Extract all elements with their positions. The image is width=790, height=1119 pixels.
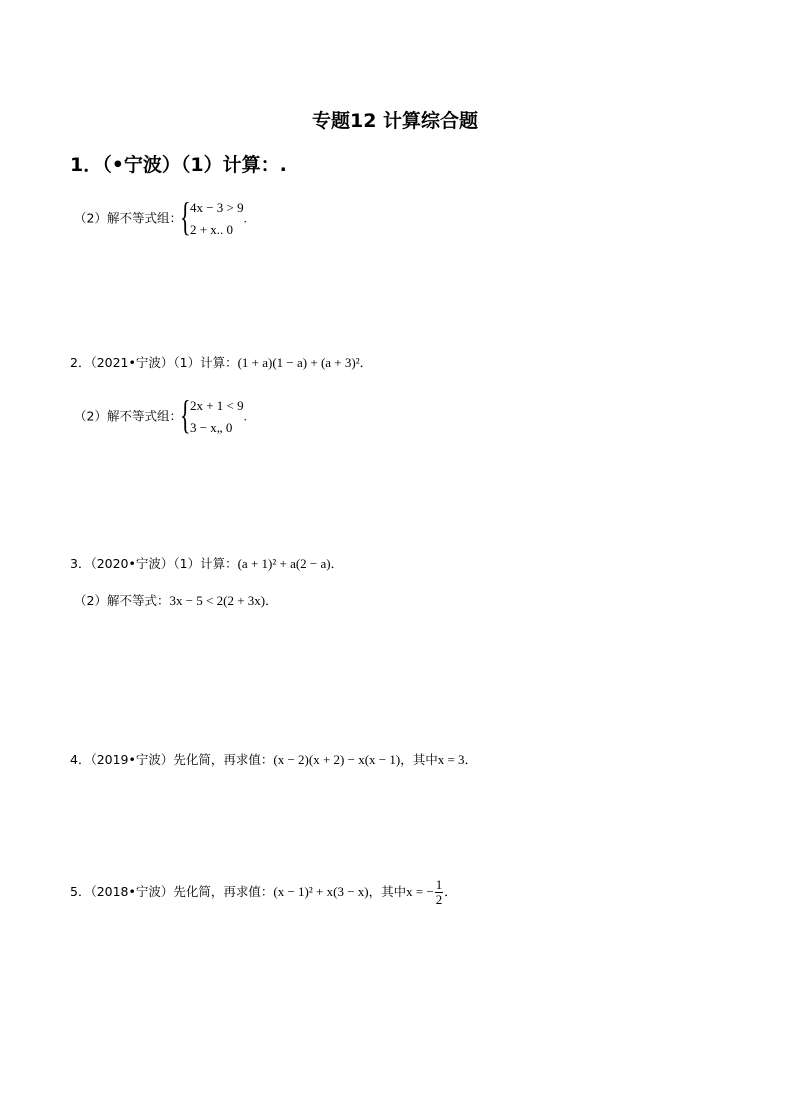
brace-icon: { — [179, 392, 191, 437]
page-title: 专题12 计算综合题 — [311, 110, 479, 132]
question-1-part-2 — [74, 194, 247, 241]
period: ． — [330, 556, 344, 571]
period: . — [243, 210, 247, 226]
period: . — [243, 408, 247, 424]
inequality-system — [179, 194, 244, 241]
question-4-mid: ，其中 — [400, 752, 438, 767]
question-4-expression: (x − 2)(x + 2) − x(x − 1) — [273, 752, 401, 767]
question-2-prefix: 2．（2021•宁波）（1）计算： — [70, 355, 238, 370]
question-5-condition: x = − — [406, 884, 434, 899]
question-3-part-1 — [70, 554, 343, 572]
question-5 — [70, 878, 457, 907]
question-3-expression: (a + 1)² + a(2 − a) — [237, 556, 331, 571]
part-2-label: （2）解不等式组： — [74, 408, 182, 424]
question-4 — [70, 750, 477, 768]
question-2-part-1 — [70, 353, 372, 371]
fraction-numerator: 1 — [435, 877, 443, 892]
fraction — [435, 878, 444, 907]
question-3-inequality: 3x − 5 < 2(2 + 3x) — [169, 593, 266, 608]
system-line-1: 4x − 3 > 9 — [189, 200, 244, 215]
question-1-header: 1．（•宁波）（1）计算：. — [70, 154, 287, 176]
fraction-denominator: 2 — [435, 892, 443, 907]
system-line-1: 2x + 1 < 9 — [189, 398, 244, 413]
question-5-mid: ，其中 — [368, 884, 407, 899]
period: ． — [464, 752, 478, 767]
period: ． — [359, 355, 373, 370]
part-2-label: （2）解不等式组： — [74, 210, 182, 226]
system-line-2: 3 − x„ 0 — [189, 420, 233, 435]
question-3-part-2 — [74, 591, 278, 609]
question-5-expression: (x − 1)² + x(3 − x) — [273, 884, 369, 899]
question-3-prefix: 3．（2020•宁波）（1）计算： — [70, 556, 238, 571]
inequality-system — [179, 392, 244, 439]
period: ． — [444, 884, 457, 899]
question-2-part-2 — [74, 392, 247, 439]
brace-icon: { — [179, 194, 191, 239]
question-4-condition: x = 3 — [437, 752, 465, 767]
question-4-prefix: 4．（2019•宁波）先化简，再求值： — [70, 752, 274, 767]
question-3-part-2-prefix: （2）解不等式： — [74, 593, 170, 608]
system-line-2: 2 + x.. 0 — [189, 222, 234, 237]
period: ． — [265, 593, 278, 608]
question-5-prefix: 5．（2018•宁波）先化简，再求值： — [70, 884, 274, 899]
question-2-expression: (1 + a)(1 − a) + (a + 3)² — [237, 355, 360, 370]
